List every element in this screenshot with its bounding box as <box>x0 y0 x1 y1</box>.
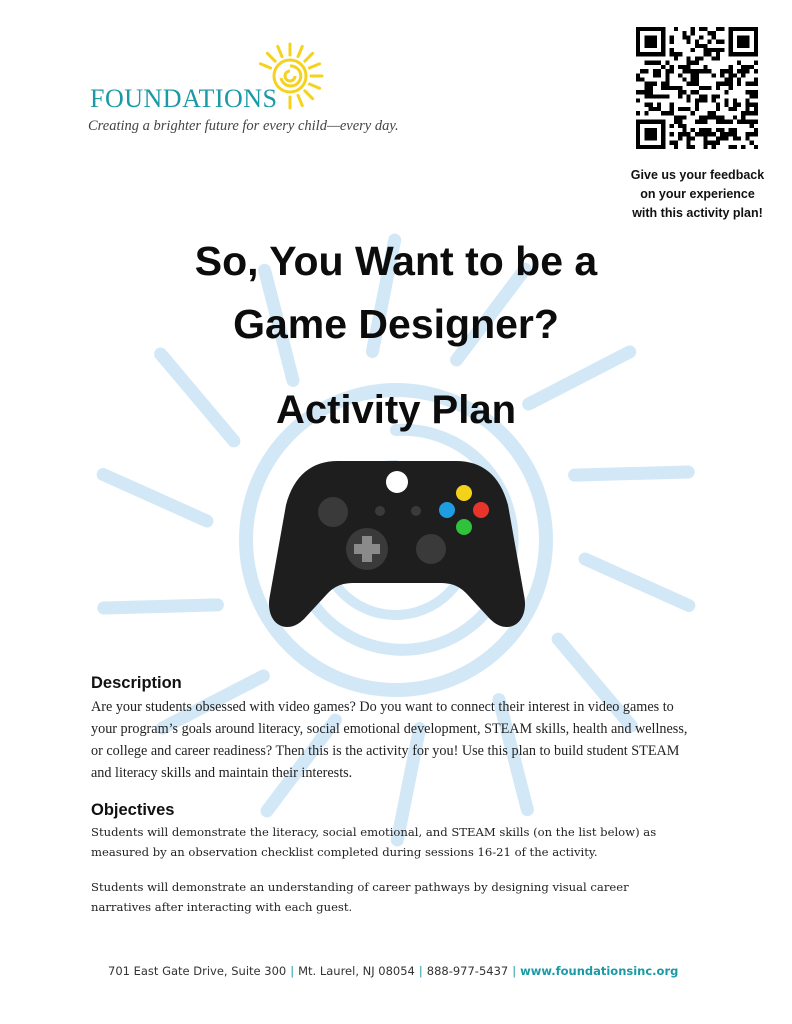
qr-code-icon[interactable] <box>636 27 758 149</box>
page-title-line-1: So, You Want to be a <box>194 238 598 284</box>
footer-website-link[interactable]: www.foundationsinc.org <box>520 964 679 978</box>
tagline: Creating a brighter future for every child—every day. <box>88 118 399 134</box>
game-controller-icon <box>268 455 526 635</box>
objective-item-2: Students will demonstrate an understanding of career pathways by designing visual career narratives after interacting with each guest. <box>91 880 629 914</box>
logo-wordmark: FOUNDATIONS <box>90 84 278 113</box>
footer: 701 East Gate Drive, Suite 300 | Mt. Laurel, NJ 08054 | 888-977-5437 | www.foundationsinc.org <box>108 964 679 978</box>
description-text: Are your students obsessed with video games? Do you want to connect their interest in video games to your program’s goals around literacy, social emotional development, STEAM skills, health and wellness, or college and career readiness? Then this is the activity for you! Use this plan to build student STEAM and literacy skills and maintain their interests. <box>91 699 688 781</box>
feedback-note: Give us your feedback on your experience with this activity plan! <box>630 168 765 220</box>
footer-address: 701 East Gate Drive, Suite 300 <box>108 964 287 978</box>
page-title-line-2: Game Designer? <box>233 301 559 347</box>
footer-phone: 888-977-5437 <box>426 964 509 978</box>
description-heading: Description <box>91 674 182 692</box>
objectives-heading: Objectives <box>91 801 175 819</box>
footer-city: Mt. Laurel, NJ 08054 <box>298 964 415 978</box>
page-subtitle: Activity Plan <box>275 388 517 432</box>
objective-item-1: Students will demonstrate the literacy, social emotional, and STEAM skills (on the list below) as measured by an observation checklist completed during sessions 16-21 of the activity. <box>91 825 657 859</box>
